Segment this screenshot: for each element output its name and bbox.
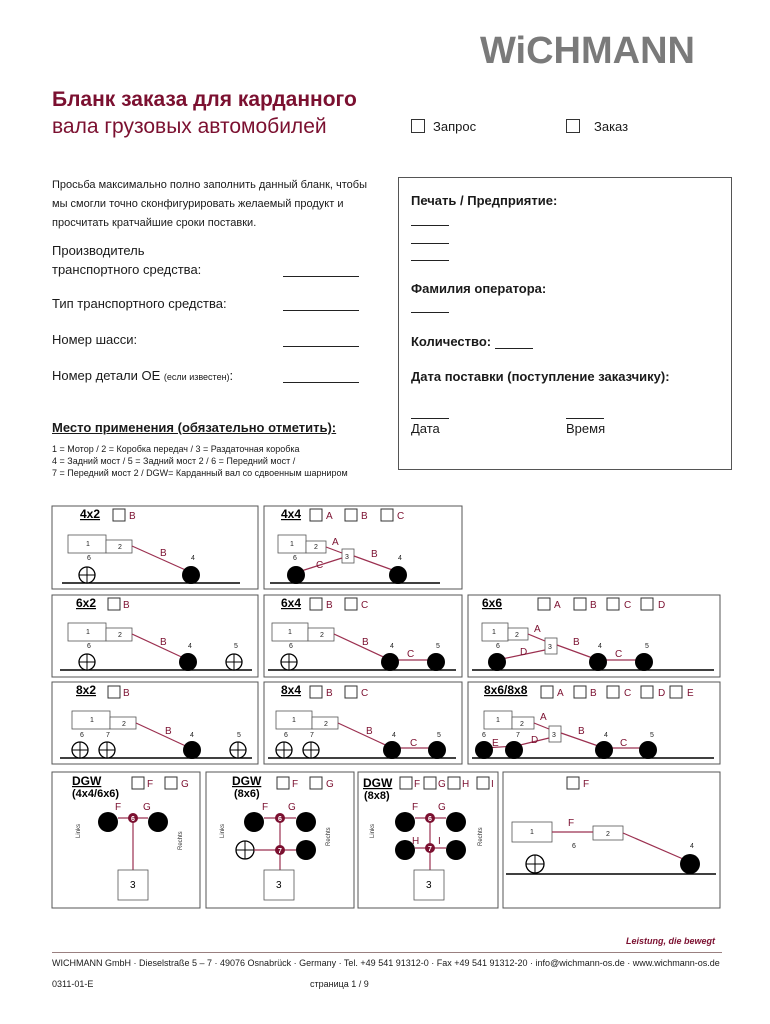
- svg-text:F: F: [115, 802, 122, 813]
- opt-6x6-d-label: D: [658, 600, 666, 611]
- opt-dgw2-g-label: G: [326, 779, 334, 790]
- opt-dgw3-f-label: F: [414, 779, 421, 790]
- svg-text:G: G: [143, 802, 151, 813]
- svg-text:2: 2: [122, 721, 126, 728]
- svg-text:1: 1: [290, 541, 294, 548]
- svg-text:5: 5: [234, 643, 238, 650]
- opt-4x2-b[interactable]: [113, 509, 125, 521]
- operator-label: Фамилия оператора:: [411, 281, 547, 296]
- side-links-3: Links: [370, 823, 376, 838]
- svg-text:5: 5: [436, 643, 440, 650]
- order-label: Заказ: [594, 119, 629, 134]
- opt-8x4-c[interactable]: [345, 686, 357, 698]
- opt-6x6-b[interactable]: [574, 598, 586, 610]
- svg-text:6: 6: [496, 643, 500, 650]
- opt-8x4-b-label: B: [326, 688, 333, 699]
- document-code: 0311-01-E: [52, 979, 94, 989]
- opt-4x4-c[interactable]: [381, 509, 393, 521]
- form-title-line2: вала грузовых автомобилей: [52, 115, 327, 138]
- opt-4x4-b[interactable]: [345, 509, 357, 521]
- request-label: Запрос: [433, 119, 477, 134]
- svg-text:C: C: [620, 738, 628, 749]
- wichmann-logo: WiCHMANN: [480, 30, 695, 72]
- title-6x2: 6x2: [76, 596, 97, 610]
- title-8x2: 8x2: [76, 683, 97, 697]
- opt-dgw1-f[interactable]: [132, 777, 144, 789]
- svg-text:1: 1: [90, 717, 94, 724]
- legend-line-3: 7 = Передний мост 2 / DGW= Карданный вал со сдвоенным шарниром: [52, 468, 348, 478]
- date-label: Дата: [411, 421, 440, 436]
- usage-title: Место применения (обязательно отметить):: [52, 420, 337, 435]
- svg-text:B: B: [366, 726, 373, 737]
- intro-text: Просьба максимально полно заполнить данный бланк, чтобы мы смогли точно сконфигурировать желаемый продукт и просчитать кратчайшие сроки поставки.: [52, 179, 367, 229]
- opt-6x2-b-label: B: [123, 600, 130, 611]
- opt-8x6-b-label: B: [590, 688, 597, 699]
- opt-dgw4-f[interactable]: [567, 777, 579, 789]
- opt-dgw3-g[interactable]: [424, 777, 436, 789]
- svg-text:4: 4: [191, 555, 195, 562]
- svg-text:6: 6: [482, 732, 486, 739]
- svg-text:A: A: [534, 624, 541, 635]
- title-4x2: 4x2: [80, 507, 101, 521]
- svg-text:7: 7: [428, 846, 432, 853]
- svg-text:2: 2: [520, 721, 524, 728]
- title-8x6: 8x6/8x8: [484, 683, 528, 697]
- svg-text:7: 7: [278, 848, 282, 855]
- title-4x4: 4x4: [281, 507, 302, 521]
- delivery-label: Дата поставки (поступление заказчику):: [411, 369, 670, 384]
- svg-text:1: 1: [288, 629, 292, 636]
- opt-6x6-a-label: A: [554, 600, 561, 611]
- svg-text:6: 6: [293, 555, 297, 562]
- svg-text:6: 6: [572, 843, 576, 850]
- svg-text:F: F: [412, 802, 419, 813]
- svg-text:B: B: [160, 637, 167, 648]
- svg-text:2: 2: [515, 632, 519, 639]
- opt-8x4-c-label: C: [361, 688, 369, 699]
- chassis-label: Номер шасси:: [52, 332, 138, 347]
- opt-6x6-a[interactable]: [538, 598, 550, 610]
- svg-text:6: 6: [284, 732, 288, 739]
- manufacturer-label-2: транспортного средства:: [52, 262, 202, 277]
- svg-text:6: 6: [87, 643, 91, 650]
- svg-text:7: 7: [310, 732, 314, 739]
- opt-6x6-c-label: C: [624, 600, 632, 611]
- svg-text:1: 1: [530, 829, 534, 836]
- svg-text:1: 1: [86, 629, 90, 636]
- svg-text:5: 5: [650, 732, 654, 739]
- svg-text:6: 6: [289, 643, 293, 650]
- vehicle-type-label: Тип транспортного средства:: [52, 296, 227, 311]
- opt-dgw3-h-label: H: [462, 779, 470, 790]
- opt-8x4-b[interactable]: [310, 686, 322, 698]
- opt-4x4-a[interactable]: [310, 509, 322, 521]
- svg-text:3: 3: [276, 880, 282, 891]
- svg-text:D: D: [531, 735, 539, 746]
- svg-text:5: 5: [645, 643, 649, 650]
- legend-line-2: 4 = Задний мост / 5 = Задний мост 2 / 6 = Передний мост /: [52, 456, 296, 466]
- form-title-line1: Бланк заказа для карданного: [52, 88, 357, 111]
- opt-dgw1-g[interactable]: [165, 777, 177, 789]
- sub-dgw-2: (8x6): [234, 788, 260, 800]
- svg-text:4: 4: [598, 643, 602, 650]
- svg-text:H: H: [412, 836, 420, 847]
- opt-8x6-d[interactable]: [641, 686, 653, 698]
- sub-dgw-1: (4x4/6x6): [72, 788, 120, 800]
- opt-dgw2-f[interactable]: [277, 777, 289, 789]
- svg-text:B: B: [573, 637, 580, 648]
- opt-8x2-b[interactable]: [108, 686, 120, 698]
- title-6x6: 6x6: [482, 596, 503, 610]
- opt-8x6-e-label: E: [687, 688, 694, 699]
- title-dgw-2: DGW: [232, 774, 262, 788]
- opt-dgw3-f[interactable]: [400, 777, 412, 789]
- svg-text:1: 1: [496, 717, 500, 724]
- svg-text:C: C: [410, 738, 418, 749]
- footer-address: WICHMANN GmbH · Dieselstraße 5 – 7 · 49076 Osnabrück · Germany · Tel. +49 541 91312-0 · Fax +49 541 91312-20 · info@wichmann-os.de · www.wichmann-os.de: [52, 958, 720, 968]
- opt-6x4-b-label: B: [326, 600, 333, 611]
- opt-6x4-c[interactable]: [345, 598, 357, 610]
- svg-text:3: 3: [552, 732, 556, 739]
- svg-text:6: 6: [428, 816, 432, 823]
- opt-8x6-c-label: C: [624, 688, 632, 699]
- title-dgw-3: DGW: [363, 776, 393, 790]
- oe-part-text: Номер детали ОЕ: [52, 368, 161, 383]
- svg-text:F: F: [262, 802, 269, 813]
- svg-text:7: 7: [106, 732, 110, 739]
- opt-8x6-e[interactable]: [670, 686, 682, 698]
- opt-6x4-c-label: C: [361, 600, 369, 611]
- svg-text:6: 6: [131, 816, 135, 823]
- title-8x4: 8x4: [281, 683, 302, 697]
- opt-4x4-c-label: C: [397, 511, 405, 522]
- svg-text:I: I: [438, 836, 441, 847]
- svg-text:4: 4: [398, 555, 402, 562]
- svg-text:2: 2: [118, 632, 122, 639]
- side-rechts-2: Rechts: [326, 827, 332, 846]
- opt-4x4-b-label: B: [361, 511, 368, 522]
- stamp-label: Печать / Предприятие:: [411, 193, 558, 208]
- svg-text:4: 4: [188, 643, 192, 650]
- svg-text:4: 4: [190, 732, 194, 739]
- side-rechts-1: Rechts: [178, 831, 184, 850]
- opt-6x6-c[interactable]: [607, 598, 619, 610]
- opt-8x6-a[interactable]: [541, 686, 553, 698]
- slogan: Leistung, die bewegt: [626, 936, 716, 946]
- svg-text:G: G: [438, 802, 446, 813]
- time-label: Время: [566, 421, 606, 436]
- footer-divider: [52, 952, 722, 953]
- opt-dgw3-h[interactable]: [448, 777, 460, 789]
- svg-text:B: B: [371, 549, 378, 560]
- svg-text:4: 4: [690, 843, 694, 850]
- opt-6x4-b[interactable]: [310, 598, 322, 610]
- title-6x4: 6x4: [281, 596, 302, 610]
- svg-text:3: 3: [548, 644, 552, 651]
- opt-dgw1-f-label: F: [147, 779, 154, 790]
- opt-dgw2-g[interactable]: [310, 777, 322, 789]
- title-dgw-1: DGW: [72, 774, 102, 788]
- svg-text:1: 1: [492, 629, 496, 636]
- svg-text:1: 1: [86, 541, 90, 548]
- svg-text:D: D: [520, 647, 528, 658]
- oe-part-note: (если известен): [163, 372, 230, 382]
- oe-part-colon: :: [229, 368, 234, 383]
- svg-text:4: 4: [390, 643, 394, 650]
- svg-text:B: B: [160, 548, 167, 559]
- opt-dgw4-f-label: F: [583, 779, 590, 790]
- opt-8x6-a-label: A: [557, 688, 564, 699]
- side-links-1: Links: [76, 823, 82, 838]
- svg-text:B: B: [362, 637, 369, 648]
- svg-text:2: 2: [118, 544, 122, 551]
- opt-dgw3-i-label: I: [491, 779, 494, 790]
- svg-text:7: 7: [516, 732, 520, 739]
- opt-8x2-b-label: B: [123, 688, 130, 699]
- svg-text:6: 6: [278, 816, 282, 823]
- sub-dgw-3: (8x8): [364, 790, 390, 802]
- side-rechts-3: Rechts: [478, 827, 484, 846]
- svg-text:2: 2: [606, 831, 610, 838]
- opt-dgw3-g-label: G: [438, 779, 446, 790]
- svg-text:4: 4: [392, 732, 396, 739]
- opt-8x6-b[interactable]: [574, 686, 586, 698]
- side-links-2: Links: [220, 823, 226, 838]
- svg-text:6: 6: [87, 555, 91, 562]
- page-number: страница 1 / 9: [310, 979, 369, 989]
- opt-8x6-c[interactable]: [607, 686, 619, 698]
- opt-4x2-b-label: B: [129, 511, 136, 522]
- svg-text:C: C: [615, 649, 623, 660]
- svg-text:2: 2: [314, 544, 318, 551]
- svg-text:C: C: [316, 560, 324, 571]
- svg-text:A: A: [540, 712, 547, 723]
- svg-text:C: C: [407, 649, 415, 660]
- opt-6x2-b[interactable]: [108, 598, 120, 610]
- svg-text:B: B: [578, 726, 585, 737]
- svg-text:B: B: [165, 726, 172, 737]
- svg-text:3: 3: [345, 554, 349, 561]
- svg-text:2: 2: [320, 632, 324, 639]
- svg-text:E: E: [492, 738, 499, 749]
- svg-text:A: A: [332, 537, 339, 548]
- opt-6x6-b-label: B: [590, 600, 597, 611]
- svg-text:3: 3: [426, 880, 432, 891]
- opt-dgw3-i[interactable]: [477, 777, 489, 789]
- svg-text:G: G: [288, 802, 296, 813]
- legend-line-1: 1 = Мотор / 2 = Коробка передач / 3 = Раздаточная коробка: [52, 444, 300, 454]
- svg-text:1: 1: [292, 717, 296, 724]
- opt-6x6-d[interactable]: [641, 598, 653, 610]
- opt-dgw1-g-label: G: [181, 779, 189, 790]
- svg-text:F: F: [568, 818, 575, 829]
- svg-text:6: 6: [80, 732, 84, 739]
- svg-text:3: 3: [130, 880, 136, 891]
- opt-4x4-a-label: A: [326, 511, 333, 522]
- manufacturer-label-1: Производитель: [52, 243, 145, 258]
- svg-text:2: 2: [324, 721, 328, 728]
- svg-text:5: 5: [437, 732, 441, 739]
- svg-text:5: 5: [237, 732, 241, 739]
- svg-text:4: 4: [604, 732, 608, 739]
- opt-8x6-d-label: D: [658, 688, 666, 699]
- opt-dgw2-f-label: F: [292, 779, 299, 790]
- quantity-label: Количество:: [411, 334, 492, 349]
